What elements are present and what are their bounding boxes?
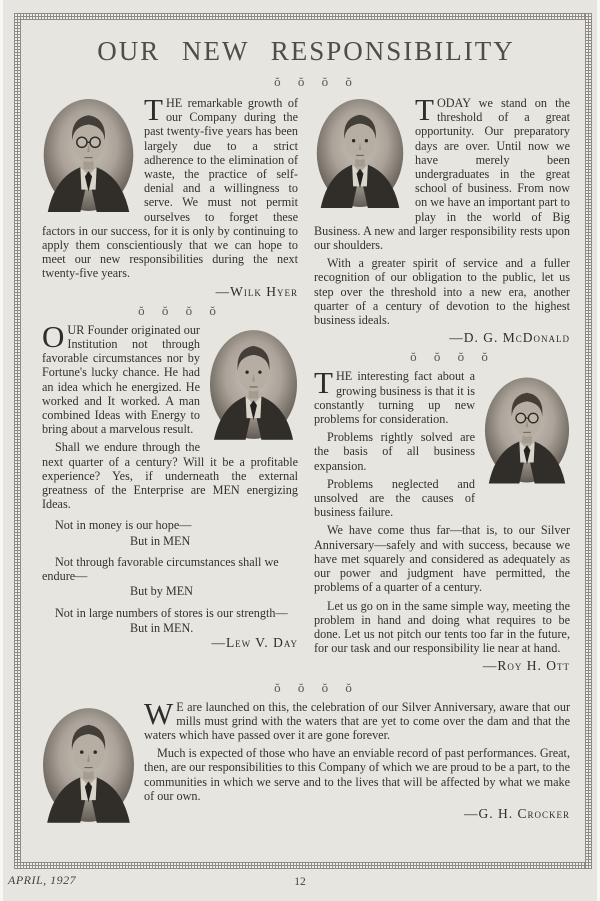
verse-call: Not in money is our hope— [55, 518, 192, 533]
ornament-row: ŏ ŏ ŏ ŏ [138, 302, 216, 318]
drop-cap: T [314, 365, 333, 401]
ornament-row: ŏ ŏ ŏ ŏ [274, 74, 352, 89]
signature-dg-mcdonald: —D. G. McDonald [449, 330, 570, 346]
article-mcdonald [314, 92, 571, 346]
portrait-roy-ott [484, 371, 570, 489]
ornament-row: ŏ ŏ ŏ ŏ [274, 679, 352, 695]
portrait-lew-day [209, 325, 298, 444]
article-ott-para3: Problems neglected and unsolved are the causes of business failure. [314, 476, 475, 520]
article-day-text: UR Founder originated our Institution not through favorable circumstances nor by Fortune's lucky chance. He had an idea which he energized. He worked and It worked. A man combined Ideas with Energy to bring about a marvelous result. [42, 322, 200, 437]
page-border-left [14, 13, 21, 869]
verse-response: But by MEN [130, 584, 193, 599]
article-mcdonald-para2: With a greater spirit of service and a fuller recognition of our obligation to the public, let us step over the threshold into a new era, another quarter of a century of devotion to the highest business ideals. [314, 256, 570, 328]
article-hyer [42, 92, 298, 299]
portrait-wilk-hyer [42, 98, 135, 212]
page-border-right [585, 13, 592, 869]
right-column [314, 92, 571, 676]
signature-roy-ott: —Roy H. Ott [482, 658, 570, 674]
article-day [42, 318, 298, 650]
scan-edge-left [0, 0, 3, 901]
page-border-bottom [14, 862, 592, 869]
page-border-top [14, 13, 592, 20]
footer-page-number: 12 [294, 876, 306, 888]
signature-gh-crocker: —G. H. Crocker [463, 805, 570, 821]
article-ott-text: HE interesting fact about a growing business is that it is constantly turning up new problems for consideration. [314, 369, 475, 427]
article-crocker-text: E are launched on this, the celebration of our Silver Anniversary, aware that our mills must grind with the waters that are yet to come over the dam and that the waters which have passed over it are gone forever. [144, 699, 570, 742]
footer-issue-date: APRIL, 1927 [8, 873, 77, 887]
ornament-row: ŏ ŏ ŏ ŏ [410, 349, 488, 365]
portrait-gh-crocker [42, 702, 135, 828]
article-ott [314, 365, 570, 674]
page-content [42, 26, 570, 830]
drop-cap: T [144, 92, 163, 127]
article-ott-para2: Problems rightly solved are the basis of all business expansion. [314, 430, 475, 473]
verse-response: But in MEN. [130, 620, 194, 635]
drop-cap: T [415, 92, 434, 127]
article-ott-para4: We have come thus far—that is, to our Silver Anniversary—safely and with success, because we have met squarely and considered as adequately as our power and judgment have permitted, the problems of a quarter of a century. [314, 523, 570, 595]
page-title: OUR NEW RESPONSIBILITY [97, 36, 515, 66]
bottom-section [42, 680, 570, 830]
article-crocker [42, 700, 570, 830]
verse-call: Not through favorable circumstances shall we endure— [42, 554, 279, 584]
article-ott-para5: Let us go on in the same simple way, meeting the problem in hand and doing what requires to be done. Let us not pitch our tents too far in the future, for our task and our responsibility lie near at hand. [314, 598, 570, 656]
signature-wilk-hyer: —Wilk Hyer [215, 283, 298, 299]
signature-lew-day: —Lew V. Day [211, 634, 298, 650]
drop-cap: W [144, 699, 174, 731]
left-column [42, 92, 298, 652]
two-column-layout [42, 92, 571, 676]
article-hyer-text: HE remarkable growth of our Company during the past twenty-five years has been largely due to a strict adherence to the elimination of waste, the practice of self-denial and a willingness to serve. We must not permit ourselves to forget these factors in our success, for it is only by continuing to apply them conscientiously that we can hope to meet our new responsibilities during the next twenty-five years. [42, 96, 298, 281]
article-crocker-para2: Much is expected of those who have an enviable record of past performances. Great, then, are our responsibilities to this Company of which we are proud to be a part, to the communities in which we serve and to the lives that will be affected by what we make of our own. [144, 746, 570, 803]
verse-call: Not in large numbers of stores is our strength— [55, 605, 288, 620]
article-mcdonald-text: ODAY we stand on the threshold of a great opportunity. Our preparatory days are over. Until now we have merely been undergraduates in the great school of business. From now on we have an important part to play in the world of Big Business. A new and larger responsibility rests upon our shoulders. [314, 96, 571, 253]
drop-cap: O [42, 318, 65, 354]
article-day-para2: Shall we endure through the next quarter of a century? Will it be a profitable experience? Yes, if underneath the external greatness of the Enterprise are MEN energizing Ideas. [42, 440, 298, 512]
verse-response: But in MEN [130, 533, 191, 548]
portrait-dg-mcdonald [314, 98, 406, 208]
